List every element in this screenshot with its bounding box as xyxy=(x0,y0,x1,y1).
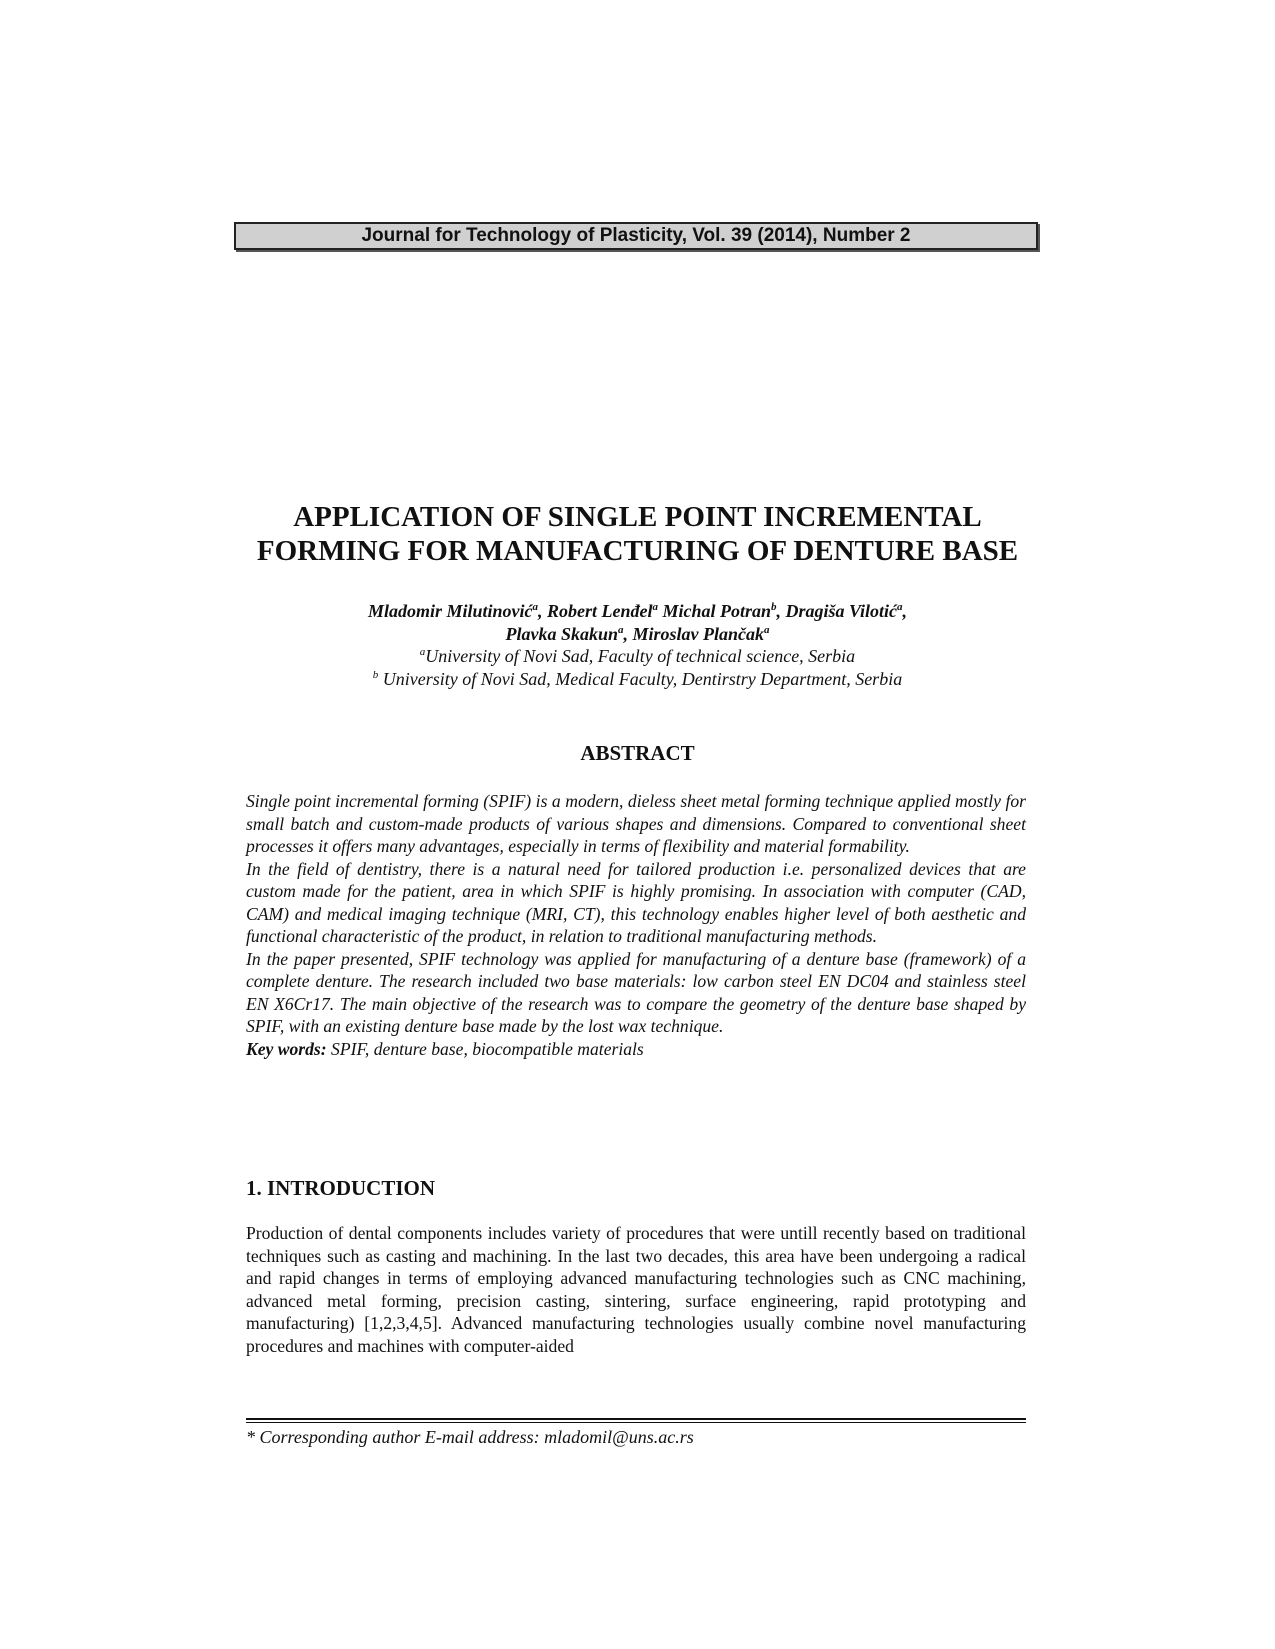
abstract-heading: ABSTRACT xyxy=(580,741,695,765)
title-line-2: FORMING FOR MANUFACTURING OF DENTURE BASE xyxy=(256,535,1019,567)
author-affil-mark: a xyxy=(764,624,770,636)
affiliation-text: University of Novi Sad, Faculty of technical science, Serbia xyxy=(425,646,856,666)
journal-header-text: Journal for Technology of Plasticity, Vol. 39 (2014), Number 2 xyxy=(361,225,911,246)
author-name: Plavka Skakun xyxy=(505,624,618,644)
author-separator: , xyxy=(776,601,786,621)
abstract-body xyxy=(246,790,1026,1060)
author-name: Dragiša Vilotić xyxy=(785,601,898,621)
author-line-2 xyxy=(200,623,1075,646)
author-name: Miroslav Plančak xyxy=(632,624,765,644)
keywords-label: Key words: xyxy=(246,1038,327,1059)
author-separator: , xyxy=(623,624,633,644)
journal-header-banner xyxy=(234,222,1038,250)
title-line-1: APPLICATION OF SINGLE POINT INCREMENTAL xyxy=(293,501,982,533)
author-affil-mark: a xyxy=(652,601,658,613)
author-affil-mark: a xyxy=(532,601,538,613)
paper-title xyxy=(200,500,1075,568)
introduction-heading: 1. INTRODUCTION xyxy=(246,1176,436,1200)
affiliation-mark: b xyxy=(372,669,379,681)
footnote-divider xyxy=(246,1418,1026,1423)
introduction-paragraph: Production of dental components includes variety of procedures that were untill recently based on traditional techniques such as casting and machining. In the last two decades, this area have been undergoing a radical and rapid changes in terms of employing advanced manufacturing technologies such as CNC machining, advanced metal forming, precision casting, sintering, surface engineering, rapid prototyping and manufacturing) [1,2,3,4,5]. Advanced manufacturing technologies usually combine novel manufacturing procedures and machines with computer-aided xyxy=(246,1223,1026,1356)
keywords xyxy=(246,1038,1026,1061)
author-separator: , xyxy=(537,601,547,621)
author-list xyxy=(200,600,1075,646)
footnote-corresponding-author: * Corresponding author E-mail address: mladomil@uns.ac.rs xyxy=(246,1427,694,1447)
author-affil-mark: a xyxy=(618,624,624,636)
author-name: Robert Lenđel xyxy=(546,601,653,621)
author-separator: , xyxy=(902,601,908,621)
author-affil-mark: b xyxy=(771,601,777,613)
abstract-paragraph: In the paper presented, SPIF technology was applied for manufacturing of a denture base (framework) of a complete denture. The research included two base materials: low carbon steel EN DC04 and stainless steel EN X6Cr17. The main objective of the research was to compare the geometry of the denture base shaped by SPIF, with an existing denture base made by the lost wax technique. xyxy=(246,948,1026,1036)
author-line-1 xyxy=(200,600,1075,623)
affiliation-b xyxy=(200,668,1075,691)
abstract-paragraph: In the field of dentistry, there is a natural need for tailored production i.e. personalized devices that are custom made for the patient, area in which SPIF is highly promising. In association with computer (CAD, CAM) and medical imaging technique (MRI, CT), this technology enables higher level of both aesthetic and functional characteristic of the product, in relation to traditional manufacturing methods. xyxy=(246,858,1026,946)
affiliation-a xyxy=(200,645,1075,668)
author-name: Michal Potran xyxy=(662,601,772,621)
author-affil-mark: a xyxy=(897,601,903,613)
keywords-text: SPIF, denture base, biocompatible materials xyxy=(326,1038,644,1059)
abstract-paragraph: Single point incremental forming (SPIF) is a modern, dieless sheet metal forming technique applied mostly for small batch and custom-made products of various shapes and dimensions. Compared to conventional sheet processes it offers many advantages, especially in terms of flexibility and material formability. xyxy=(246,791,1026,856)
affiliation-text: University of Novi Sad, Medical Faculty, Dentirstry Department, Serbia xyxy=(378,669,903,689)
author-name: Mladomir Milutinović xyxy=(367,601,533,621)
affiliation-mark: a xyxy=(419,646,426,658)
